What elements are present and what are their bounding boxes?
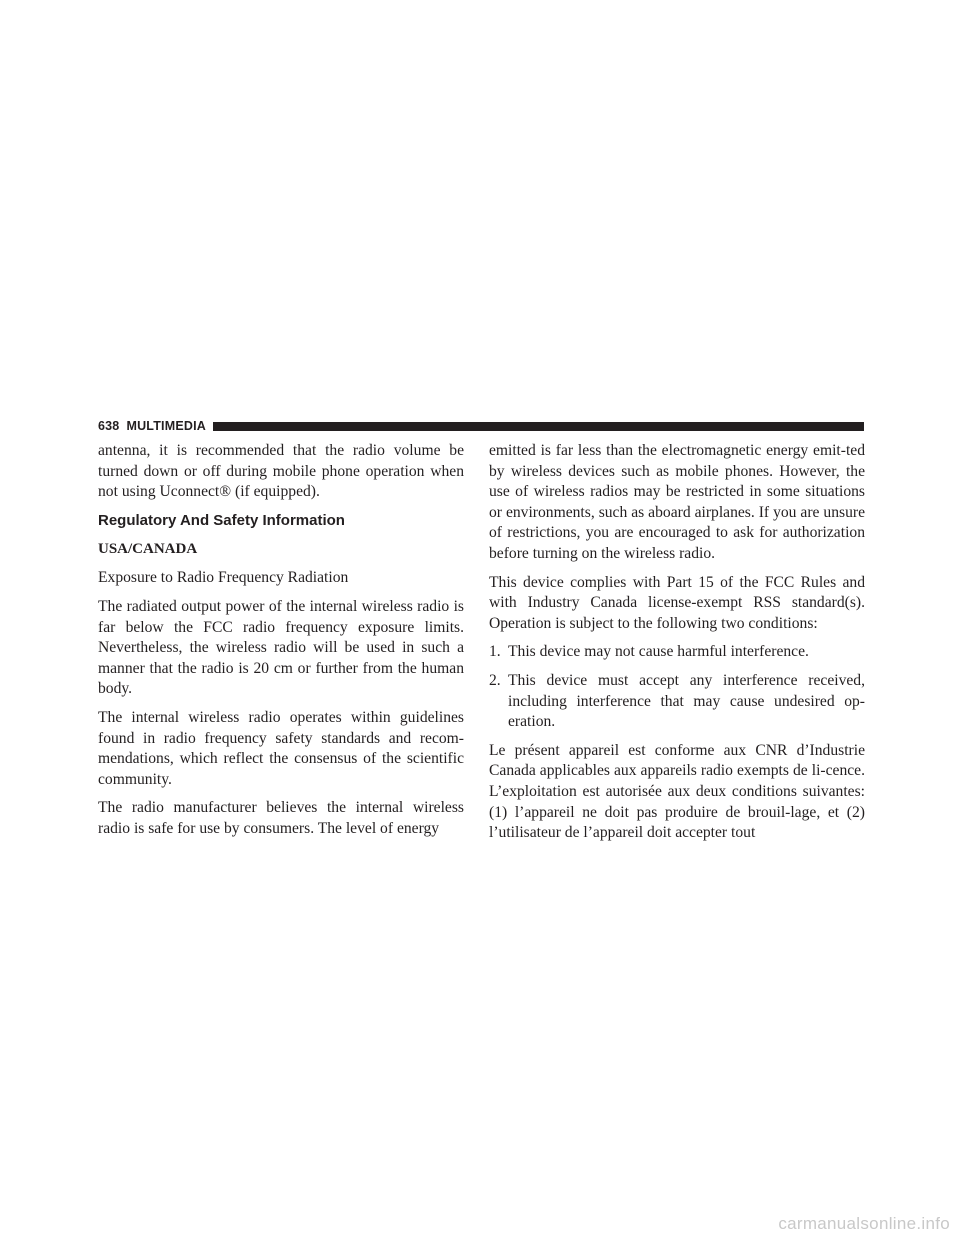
paragraph: The radio manufacturer believes the internal wireless radio is safe for use by consumers. The level of energy [98,799,464,837]
list-item [489,642,865,663]
section-title: MULTIMEDIA [126,419,207,433]
paragraph: This device complies with Part 15 of the FCC Rules and with Industry Canada license-exempt RSS standard(s). Operation is subject to the following two conditions: [489,573,865,632]
page-header [98,419,864,433]
left-column [98,441,464,848]
paragraph: Exposure to Radio Frequency Radiation [98,569,349,587]
paragraph: antenna, it is recommended that the radio volume be turned down or off during mobile phone operation when not using Uconnect® (if equipped). [98,442,464,501]
list-text: This device must accept any interference received, including interference that may cause undesired op-eration. [508,671,865,731]
right-column [489,441,865,852]
section-heading: Regulatory And Safety Information [98,511,345,529]
page-number: 638 [98,419,120,433]
list-number: 2. [489,671,501,689]
paragraph: Le présent appareil est conforme aux CNR d’Industrie Canada applicables aux appareils radio exempts de li-cence. L’exploitation est autorisée aux deux conditions suivantes: (1) l’appareil ne doit pas produire de brouil-lage, et (2) l’utilisateur de l’appareil doit accepter tout [489,741,865,842]
subheading: USA/CANADA [98,540,198,557]
paragraph: emitted is far less than the electromagnetic energy emit-ted by wireless devices such as mobile phones. However, the use of wireless radios may be restricted in some situations or environments, such as aboard airplanes. If you are unsure of restrictions, you are encouraged to ask for authorization before turning on the wireless radio. [489,442,865,562]
paragraph: The radiated output power of the internal wireless radio is far below the FCC radio frequency exposure limits. Nevertheless, the wireless radio will be used in such a manner that the radio is 20 cm or further from the human body. [98,597,464,698]
paragraph: The internal wireless radio operates within guidelines found in radio frequency safety standards and recom-mendations, which reflect the consensus of the scientific community. [98,708,464,788]
list-number: 1. [489,643,501,661]
list-text: This device may not cause harmful interference. [508,643,809,661]
watermark: carmanualsonline.info [778,1214,950,1233]
list-item [489,671,865,733]
header-rule [213,422,864,431]
